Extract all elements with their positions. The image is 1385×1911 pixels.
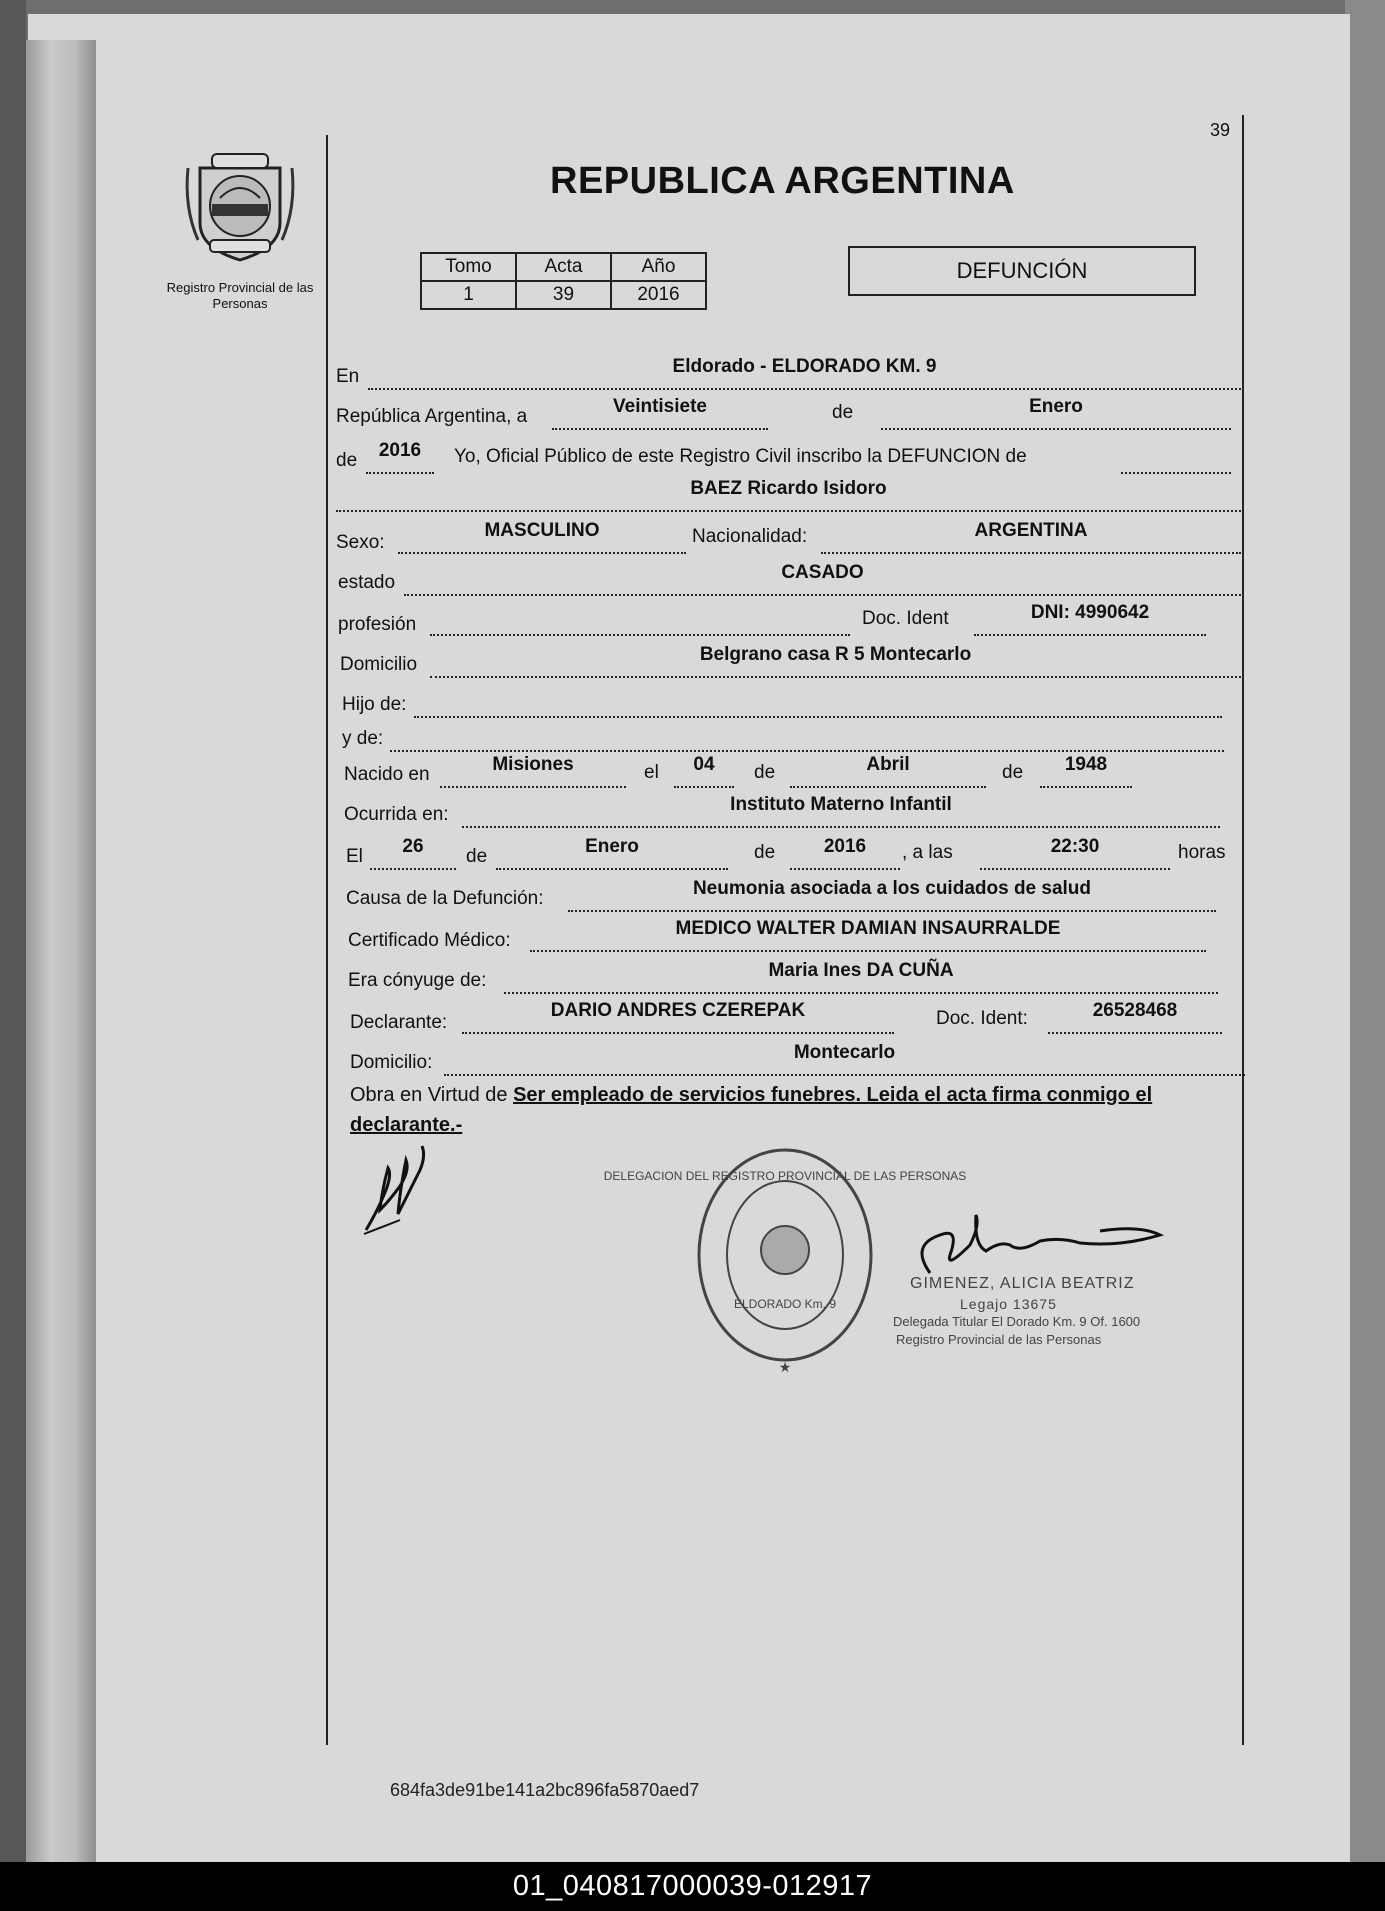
row-lugar	[336, 356, 1241, 392]
label-de-anio: de	[336, 450, 358, 471]
value-anio: 2016	[378, 440, 422, 461]
row-causa	[346, 878, 1216, 914]
obra-paragraph	[350, 1080, 1245, 1140]
official-signature	[900, 1205, 1170, 1285]
row-fallecimiento	[346, 836, 1231, 872]
record-header-tomo: Tomo	[421, 253, 516, 281]
field-hora	[980, 836, 1170, 870]
value-nacionalidad: ARGENTINA	[974, 520, 1088, 541]
label-republica: República Argentina, a	[336, 406, 528, 427]
value-fallece-mes: Enero	[585, 836, 639, 857]
field-sexo	[398, 520, 686, 554]
label-obra: Obra en Virtud de	[350, 1084, 508, 1106]
value-nacido-lugar: Misiones	[492, 754, 574, 775]
label-certificado: Certificado Médico:	[348, 930, 511, 951]
field-nacido-lugar	[440, 754, 626, 788]
record-value-acta: 39	[516, 281, 611, 309]
label-de-anio-nac: de	[1002, 762, 1024, 783]
value-domicilio: Belgrano casa R 5 Montecarlo	[699, 644, 972, 665]
value-certificado: MEDICO WALTER DAMIAN INSAURRALDE	[675, 918, 1061, 939]
field-dia-texto	[552, 396, 768, 430]
row-conyuge	[348, 960, 1218, 996]
row-profesion	[338, 602, 1241, 638]
field-nacido-mes	[790, 754, 986, 788]
scan-border-right	[1345, 0, 1385, 1862]
value-lugar: Eldorado - ELDORADO KM. 9	[672, 356, 937, 377]
label-ocurrida: Ocurrida en:	[344, 804, 449, 825]
row-inscribe	[336, 440, 1241, 476]
value-doc2: 26528468	[1092, 1000, 1178, 1021]
value-declarante: DARIO ANDRES CZEREPAK	[550, 1000, 806, 1021]
label-y-de: y de:	[342, 728, 384, 749]
label-el-cap: El	[346, 846, 363, 867]
record-value-tomo: 1	[421, 281, 516, 309]
field-inscribe-fill	[1121, 446, 1231, 474]
value-conyuge: Maria Ines DA CUÑA	[768, 960, 954, 981]
record-header-anio: Año	[611, 253, 706, 281]
row-certificado	[348, 918, 1206, 954]
field-y-de	[390, 724, 1224, 752]
record-table	[420, 252, 707, 310]
value-nombre: BAEZ Ricardo Isidoro	[690, 478, 887, 499]
scan-footer-id: 01_040817000039-012917	[512, 1870, 873, 1902]
value-domicilio2: Montecarlo	[793, 1042, 896, 1063]
field-nacido-dia	[674, 754, 734, 788]
row-ocurrida	[344, 794, 1220, 830]
field-certificado	[530, 918, 1206, 952]
record-header-acta: Acta	[516, 253, 611, 281]
field-anio	[366, 440, 434, 474]
value-fallece-dia: 26	[402, 836, 424, 857]
field-fallece-anio	[790, 836, 900, 870]
left-margin-rule	[326, 135, 328, 1745]
official-stamp	[603, 1140, 967, 1380]
label-declarante: Declarante:	[350, 1012, 448, 1033]
label-domicilio: Domicilio	[340, 654, 418, 675]
label-horas: horas	[1178, 842, 1226, 863]
label-de-fallece-anio: de	[754, 842, 776, 863]
label-doc2: Doc. Ident:	[936, 1008, 1028, 1029]
official-registry: Registro Provincial de las Personas	[896, 1332, 1102, 1347]
label-domicilio2: Domicilio:	[350, 1052, 433, 1073]
value-dia-texto: Veintisiete	[613, 396, 707, 417]
svg-text:★: ★	[778, 1359, 792, 1375]
label-nacionalidad: Nacionalidad:	[692, 526, 808, 547]
declarant-signature	[360, 1130, 470, 1240]
value-mes: Enero	[1029, 396, 1083, 417]
field-doc2	[1048, 1000, 1222, 1034]
value-obra: Ser empleado de servicios funebres. Leida el acta firma conmigo el declarante.-	[350, 1084, 1153, 1136]
value-ocurrida: Instituto Materno Infantil	[730, 794, 952, 815]
label-a-las: , a las	[902, 842, 953, 863]
field-domicilio	[430, 644, 1241, 678]
page-number: 39	[1210, 120, 1231, 140]
field-mes	[881, 396, 1231, 430]
scan-border-left	[0, 0, 26, 1862]
scan-binding-strip	[26, 40, 96, 1862]
field-declarante	[462, 1000, 894, 1034]
value-hora: 22:30	[1050, 836, 1100, 857]
value-sexo: MASCULINO	[484, 520, 600, 541]
field-hijo	[414, 690, 1222, 718]
label-profesion: profesión	[338, 614, 417, 635]
value-nacido-mes: Abril	[866, 754, 910, 775]
label-estado: estado	[338, 572, 396, 593]
field-ocurrida	[462, 794, 1220, 828]
field-fallece-mes	[496, 836, 728, 870]
misiones-seal-logo	[180, 148, 300, 268]
label-causa: Causa de la Defunción:	[346, 888, 544, 909]
field-causa	[568, 878, 1216, 912]
label-conyuge: Era cónyuge de:	[348, 970, 487, 991]
label-nacido: Nacido en	[344, 764, 430, 785]
stamp-inner-text: ELDORADO Km. 9	[733, 1297, 837, 1311]
field-conyuge	[504, 960, 1218, 994]
row-hijo	[342, 690, 1222, 720]
field-fallece-dia	[370, 836, 456, 870]
value-estado: CASADO	[781, 562, 864, 583]
field-doc	[974, 602, 1206, 636]
label-doc: Doc. Ident	[862, 608, 949, 629]
field-profesion	[430, 608, 850, 636]
label-de-fallece-mes: de	[466, 846, 488, 867]
row-estado	[338, 562, 1241, 598]
official-legajo: Legajo 13675	[960, 1296, 1057, 1312]
record-value-anio: 2016	[611, 281, 706, 309]
document-hash: 684fa3de91be141a2bc896fa5870aed7	[390, 1780, 700, 1800]
label-en: En	[336, 366, 360, 387]
label-de-mes-nac: de	[754, 762, 776, 783]
label-sexo: Sexo:	[336, 532, 385, 553]
value-nacido-anio: 1948	[1064, 754, 1108, 775]
value-fallece-anio: 2016	[823, 836, 867, 857]
label-inscribe: Yo, Oficial Público de este Registro Civil inscribo la DEFUNCION de	[454, 446, 1027, 467]
row-declarante	[350, 1000, 1222, 1036]
label-hijo: Hijo de:	[342, 694, 407, 715]
label-de: de	[832, 402, 854, 423]
row-domicilio2	[350, 1042, 1245, 1078]
field-domicilio2	[444, 1042, 1245, 1076]
record-type-box: DEFUNCIÓN	[848, 246, 1196, 296]
field-estado	[404, 562, 1241, 596]
value-doc: DNI: 4990642	[1030, 602, 1150, 623]
field-nombre	[336, 478, 1241, 512]
value-causa: Neumonia asociada a los cuidados de salud	[692, 878, 1092, 899]
field-lugar	[368, 356, 1241, 390]
field-nacido-anio	[1040, 754, 1132, 788]
value-nacido-dia: 04	[693, 754, 715, 775]
field-nacionalidad	[821, 520, 1241, 554]
row-domicilio	[340, 644, 1241, 680]
right-margin-rule	[1242, 115, 1244, 1745]
official-name: GIMENEZ, ALICIA BEATRIZ	[910, 1275, 1135, 1292]
label-el: el	[644, 762, 659, 783]
row-fecha-acta	[336, 396, 1241, 432]
row-y-de	[342, 724, 1224, 754]
official-title: Delegada Titular El Dorado Km. 9 Of. 1600	[893, 1314, 1141, 1329]
row-sexo	[336, 520, 1241, 556]
stamp-ring-text: DELEGACION DEL REGISTRO PROVINCIAL DE LAS PERSONAS	[603, 1169, 967, 1183]
registry-label: Registro Provincial de las Personas	[166, 280, 314, 311]
row-nombre	[336, 478, 1241, 514]
document-title: REPUBLICA ARGENTINA	[550, 160, 1015, 202]
row-nacido	[344, 754, 1224, 790]
